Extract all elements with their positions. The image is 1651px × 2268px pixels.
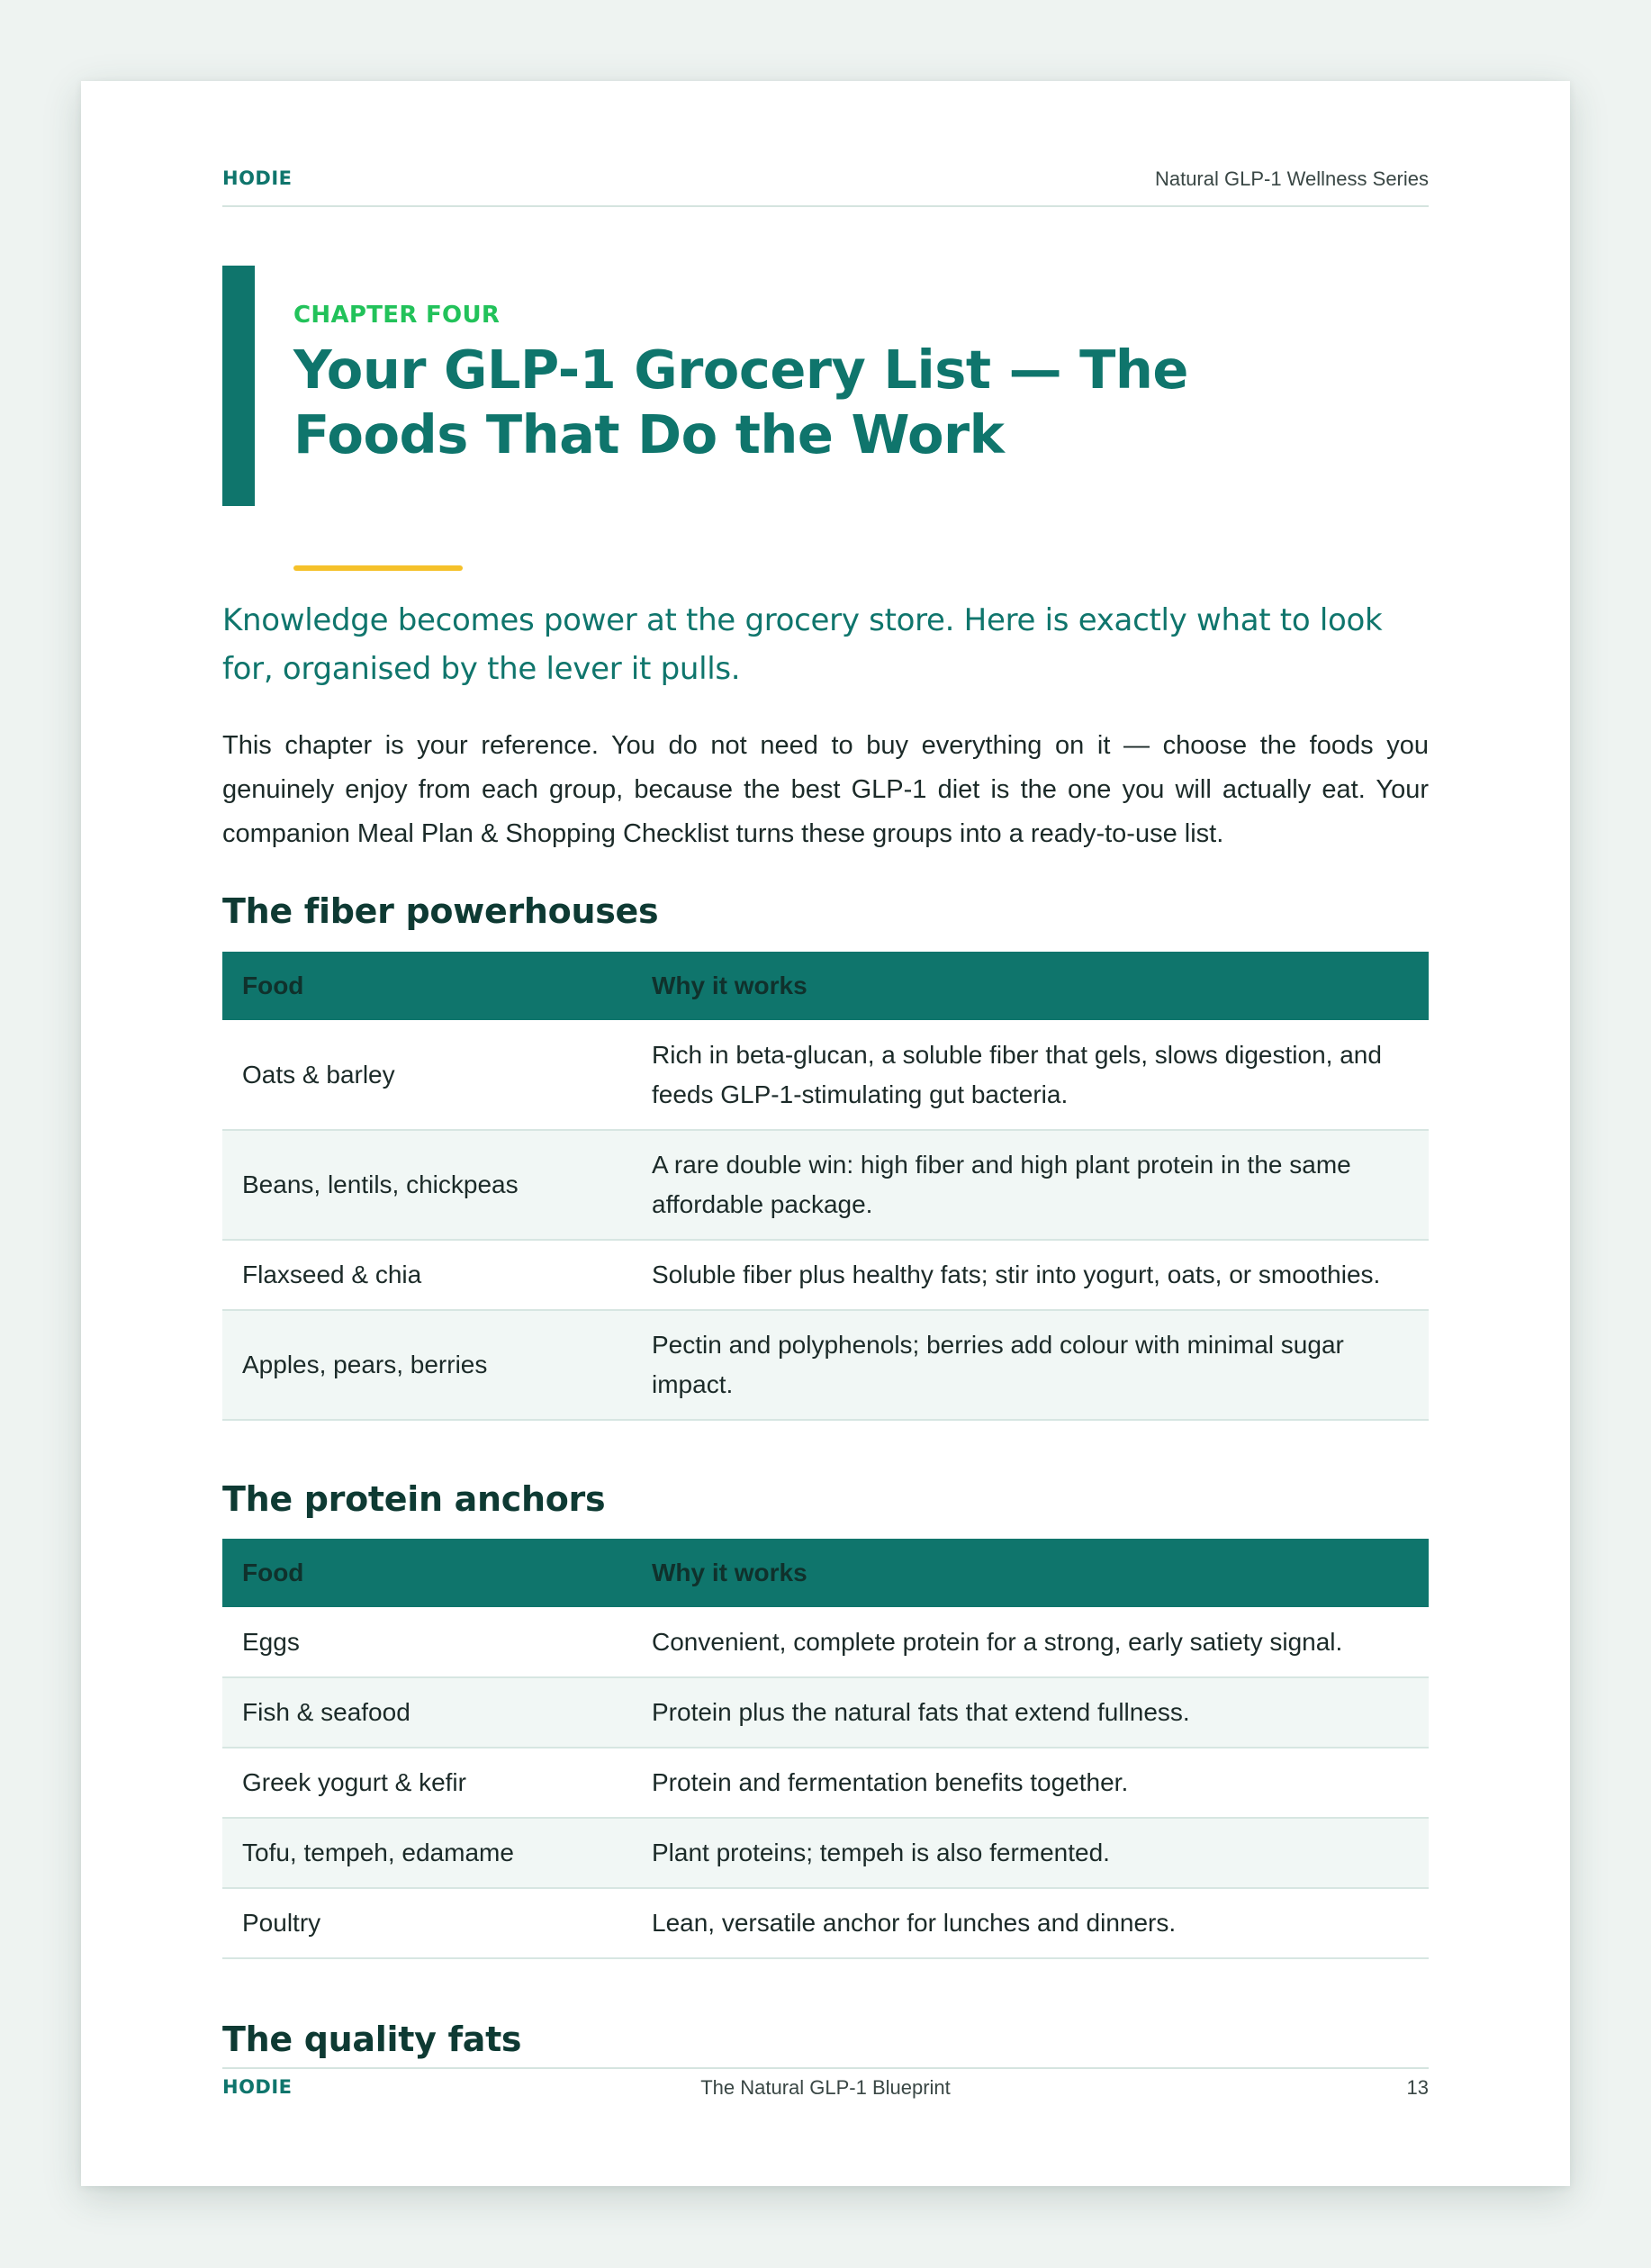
running-header	[222, 167, 1429, 207]
table-row	[222, 1020, 1429, 1130]
chapter-lede: Knowledge becomes power at the grocery store. Here is exactly what to look for, organised by the lever it pulls.	[222, 602, 1383, 687]
chapter-title-underline	[293, 565, 463, 571]
reason-cell: A rare double win: high fiber and high plant protein in the same affordable package.	[632, 1130, 1429, 1240]
running-footer	[222, 2067, 1429, 2105]
reason-cell: Protein plus the natural fats that extend fullness.	[632, 1677, 1429, 1748]
table-row	[222, 1240, 1429, 1310]
header-series-title: Natural GLP-1 Wellness Series	[1154, 167, 1429, 190]
reason-cell: Lean, versatile anchor for lunches and dinners.	[632, 1888, 1429, 1958]
chapter-title: Your GLP-1 Grocery List — The Foods That Do the Work	[293, 339, 1188, 465]
food-cell: Flaxseed & chia	[222, 1240, 632, 1310]
reason-cell: Convenient, complete protein for a strong, early satiety signal.	[632, 1607, 1429, 1677]
table-row	[222, 1888, 1429, 1958]
table-row	[222, 1748, 1429, 1818]
table-row	[222, 1607, 1429, 1677]
footer-brand-logo: HODIE	[222, 2076, 293, 2098]
food-cell: Eggs	[222, 1607, 632, 1677]
reason-cell: Protein and fermentation benefits together.	[632, 1748, 1429, 1818]
protein-foods-table	[222, 1539, 1429, 1959]
food-cell: Tofu, tempeh, edamame	[222, 1818, 632, 1888]
chapter-title-block	[222, 266, 1429, 506]
food-cell: Fish & seafood	[222, 1677, 632, 1748]
section-heading-fiber: The fiber powerhouses	[222, 891, 659, 931]
section-heading-protein: The protein anchors	[222, 1479, 606, 1519]
column-header-why: Why it works	[632, 952, 1429, 1020]
table-row	[222, 1310, 1429, 1420]
footer-book-title: The Natural GLP-1 Blueprint	[700, 2076, 951, 2099]
chapter-label: CHAPTER FOUR	[293, 302, 501, 329]
column-header-food: Food	[222, 1539, 632, 1607]
column-header-why: Why it works	[632, 1539, 1429, 1607]
food-cell: Apples, pears, berries	[222, 1310, 632, 1420]
page-number: 13	[1406, 2076, 1429, 2099]
table-header-row	[222, 1539, 1429, 1607]
food-cell: Beans, lentils, chickpeas	[222, 1130, 632, 1240]
section-heading-fats: The quality fats	[222, 2020, 522, 2059]
fiber-foods-table	[222, 952, 1429, 1421]
column-header-food: Food	[222, 952, 632, 1020]
page-content	[222, 81, 1429, 2186]
table-row	[222, 1677, 1429, 1748]
table-row	[222, 1818, 1429, 1888]
reason-cell: Pectin and polyphenols; berries add colour with minimal sugar impact.	[632, 1310, 1429, 1420]
table-header-row	[222, 952, 1429, 1020]
food-cell: Poultry	[222, 1888, 632, 1958]
chapter-intro-paragraph: This chapter is your reference. You do not need to buy everything on it — choose the foods you genuinely enjoy from each group, because the best GLP-1 diet is the one you will actually eat. Your companion Meal Plan & Shopping Checklist turns these groups into a ready-to-use list.	[222, 731, 1429, 848]
header-brand-logo: HODIE	[222, 167, 293, 189]
document-page	[81, 81, 1570, 2186]
reason-cell: Rich in beta-glucan, a soluble fiber that gels, slows digestion, and feeds GLP-1-stimulating gut bacteria.	[632, 1020, 1429, 1130]
reason-cell: Plant proteins; tempeh is also fermented.	[632, 1818, 1429, 1888]
table-row	[222, 1130, 1429, 1240]
reason-cell: Soluble fiber plus healthy fats; stir into yogurt, oats, or smoothies.	[632, 1240, 1429, 1310]
chapter-accent-bar	[222, 266, 255, 506]
food-cell: Greek yogurt & kefir	[222, 1748, 632, 1818]
food-cell: Oats & barley	[222, 1020, 632, 1130]
